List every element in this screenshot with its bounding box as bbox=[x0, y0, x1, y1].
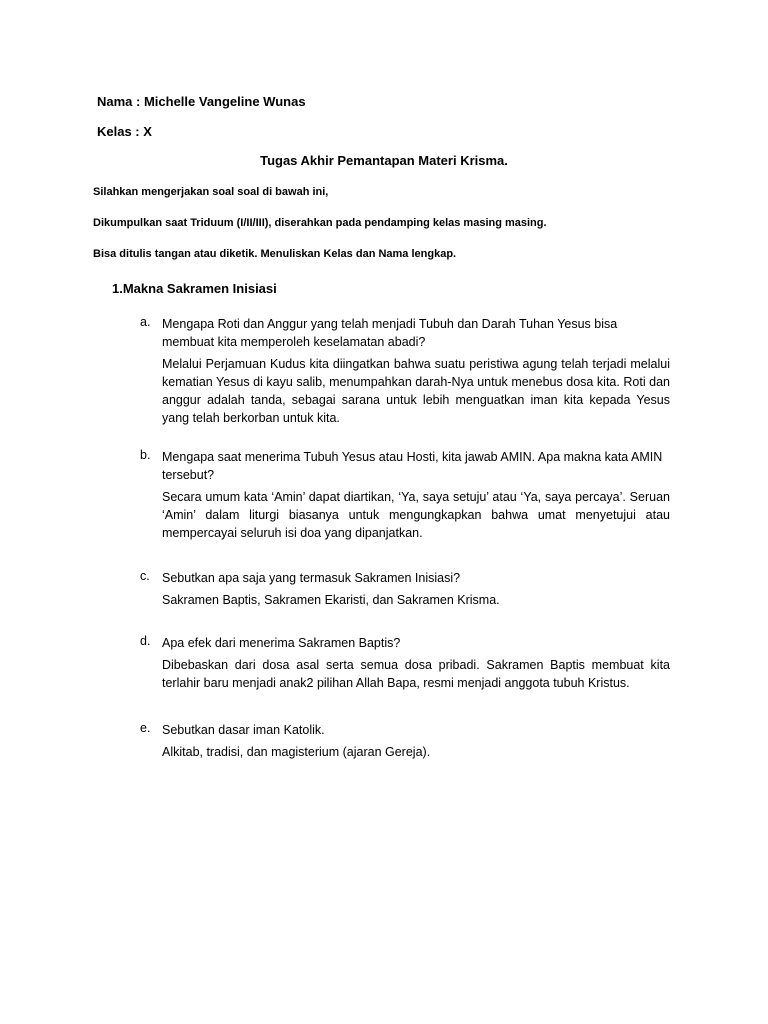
question-text: Mengapa saat menerima Tubuh Yesus atau Hosti, kita jawab AMIN. Apa makna kata AMIN tersebut? bbox=[162, 450, 663, 482]
question-item-d bbox=[140, 634, 670, 692]
question-letter: c. bbox=[140, 569, 150, 583]
question-letter: d. bbox=[140, 634, 151, 648]
question-item-c bbox=[140, 569, 670, 609]
question-letter: a. bbox=[140, 315, 151, 329]
question-item-e bbox=[140, 721, 670, 761]
question-letter: b. bbox=[140, 448, 151, 462]
instruction-line-1: Silahkan mengerjakan soal soal di bawah ini, bbox=[93, 186, 329, 198]
student-class: Kelas : X bbox=[97, 124, 152, 139]
question-letter: e. bbox=[140, 721, 151, 735]
answer-text: Dibebaskan dari dosa asal serta semua dosa pribadi. Sakramen Baptis membuat kita terlahir baru menjadi anak2 pilihan Allah Bapa, resmi menjadi anggota tubuh Kristus. bbox=[162, 658, 670, 690]
instruction-line-3: Bisa ditulis tangan atau diketik. Menuliskan Kelas dan Nama lengkap. bbox=[93, 248, 457, 260]
question-item-b bbox=[140, 448, 670, 542]
question-text: Sebutkan dasar iman Katolik. bbox=[162, 723, 325, 737]
answer-text: Secara umum kata ‘Amin’ dapat diartikan, ‘Ya, saya setuju’ atau ‘Ya, saya percaya’. Seruan ‘Amin’ dalam liturgi biasanya untuk mengungkapkan bahwa umat menyetujui atau mempercayai seluruh isi doa yang dipanjatkan. bbox=[162, 490, 670, 540]
question-text: Apa efek dari menerima Sakramen Baptis? bbox=[162, 636, 401, 650]
answer-text: Alkitab, tradisi, dan magisterium (ajaran Gereja). bbox=[162, 745, 431, 759]
question-item-a bbox=[140, 315, 670, 427]
section-title: 1.Makna Sakramen Inisiasi bbox=[112, 281, 277, 296]
answer-text: Sakramen Baptis, Sakramen Ekaristi, dan Sakramen Krisma. bbox=[162, 593, 500, 607]
student-name: Nama : Michelle Vangeline Wunas bbox=[97, 94, 306, 109]
document-title: Tugas Akhir Pemantapan Materi Krisma. bbox=[260, 153, 508, 168]
instruction-line-2: Dikumpulkan saat Triduum (I/II/III), diserahkan pada pendamping kelas masing masing. bbox=[93, 217, 547, 229]
question-text: Sebutkan apa saja yang termasuk Sakramen Inisiasi? bbox=[162, 571, 461, 585]
question-text: Mengapa Roti dan Anggur yang telah menjadi Tubuh dan Darah Tuhan Yesus bisa membuat kita memperoleh keselamatan abadi? bbox=[162, 317, 618, 349]
answer-text: Melalui Perjamuan Kudus kita diingatkan bahwa suatu peristiwa agung telah terjadi melalui kematian Yesus di kayu salib, menumpahkan darah-Nya untuk menebus dosa kita. Roti dan anggur adalah tanda, sebagai sarana untuk lebih menguatkan iman kita kepada Yesus yang telah berkorban untuk kita. bbox=[162, 357, 670, 425]
